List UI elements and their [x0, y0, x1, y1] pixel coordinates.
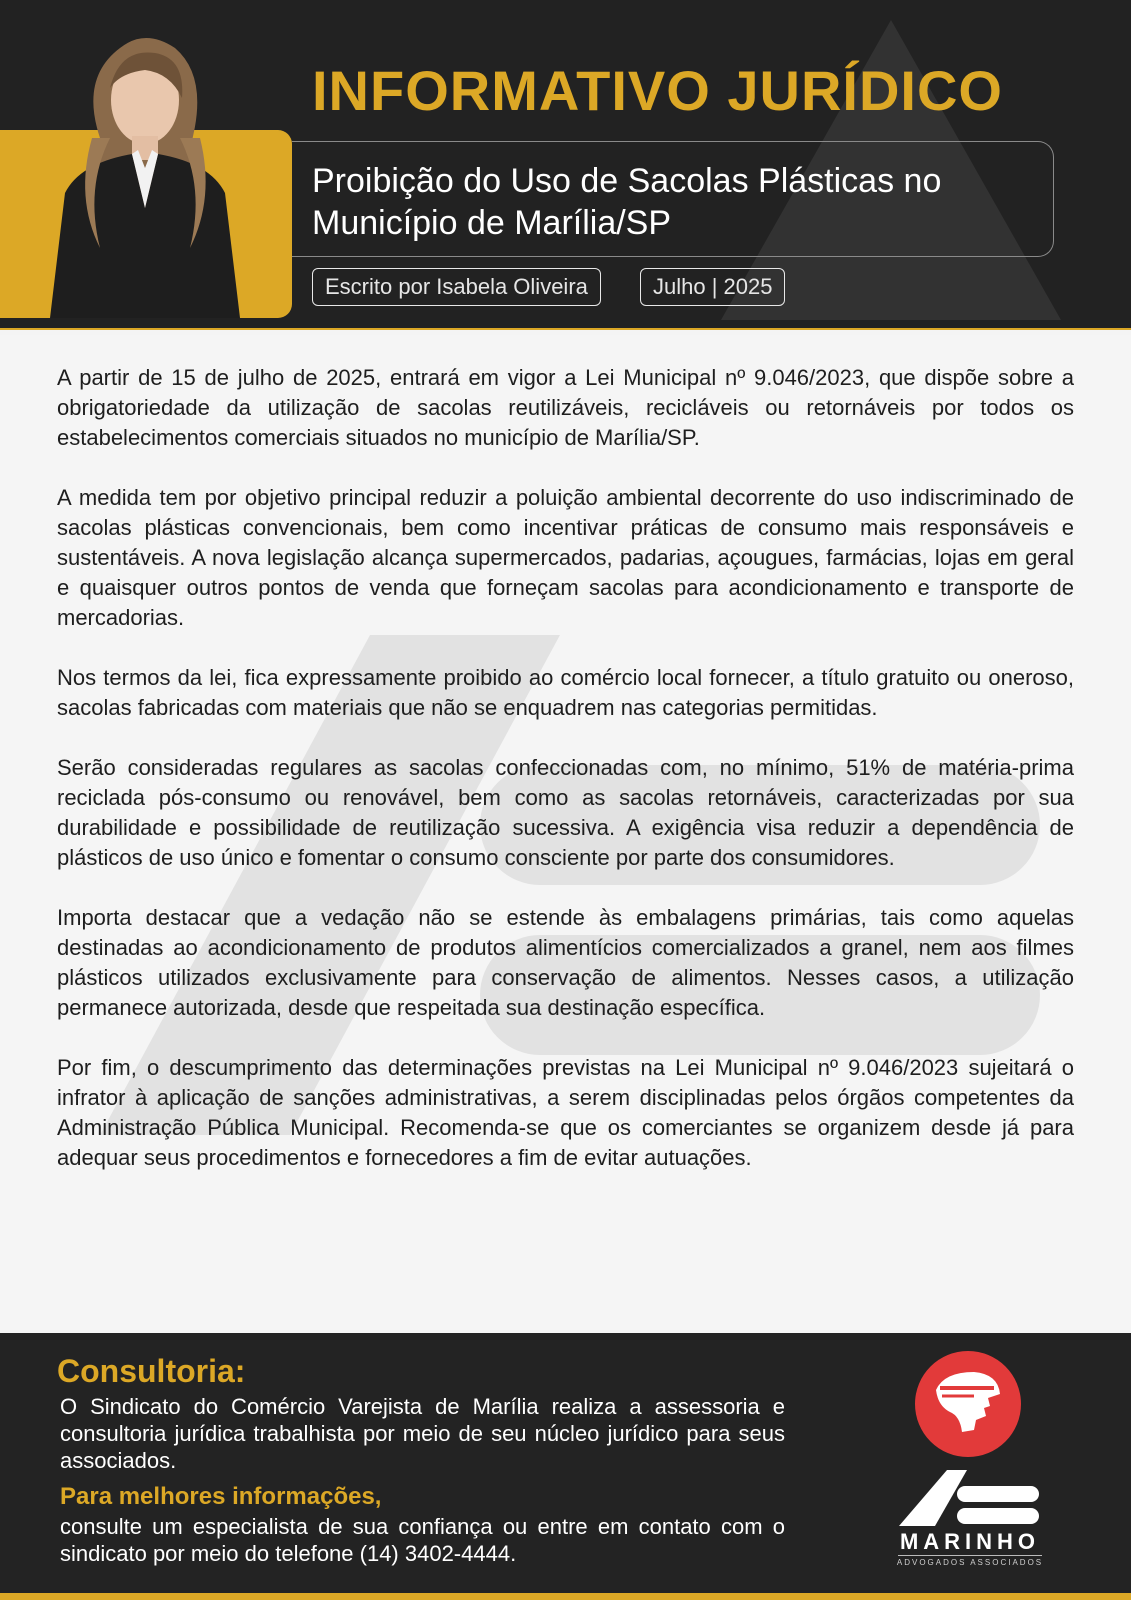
- page-title: INFORMATIVO JURÍDICO: [312, 59, 1003, 122]
- info-heading: Para melhores informações,: [60, 1483, 382, 1510]
- article-paragraph: Por fim, o descumprimento das determinações previstas na Lei Municipal nº 9.046/2023 sujeitará o infrator à aplicação de sanções administrativas, a serem disciplinadas pelos órgãos competentes da Administração Pública Municipal. Recomenda-se que os comerciantes se organizem desde já para adequar seus procedimentos e fornecedores a fim de evitar autuações.: [57, 1055, 1074, 1170]
- article-paragraph: A medida tem por objetivo principal reduzir a poluição ambiental decorrente do uso indiscriminado de sacolas plásticas convencionais, bem como incentivar práticas de consumo mais responsáveis e sustentáveis. A nova legislação alcança supermercados, padarias, açougues, farmácias, lojas em geral e quaisquer outros pontos de venda que forneçam sacolas para acondicionamento e transporte de mercadorias.: [57, 485, 1074, 630]
- consultoria-text: O Sindicato do Comércio Varejista de Marília realiza a assessoria e consultoria jurídica trabalhista por meio de seu núcleo jurídico para seus associados.: [60, 1394, 785, 1473]
- header-divider: [0, 328, 1131, 330]
- article-paragraph: A partir de 15 de julho de 2025, entrará em vigor a Lei Municipal nº 9.046/2023, que dispõe sobre a obrigatoriedade da utilização de sacolas reutilizáveis, recicláveis ou retornáveis por todos os estabelecimentos comerciais situados no município de Marília/SP.: [57, 365, 1074, 450]
- article-paragraph: Nos termos da lei, fica expressamente proibido ao comércio local fornecer, a título gratuito ou oneroso, sacolas fabricadas com materiais que não se enquadrem nas categorias permitidas.: [57, 665, 1074, 720]
- header-banner: [0, 0, 1131, 330]
- contact-text: consulte um especialista de sua confiança ou entre em contato com o sindicato por meio do telefone (14) 3402-4444.: [60, 1514, 785, 1566]
- article-body: [57, 363, 1074, 1203]
- marinho-name: MARINHO: [899, 1529, 1041, 1554]
- footer-divider: [0, 1593, 1131, 1600]
- consultoria-heading: Consultoria:: [57, 1353, 246, 1389]
- article-paragraph: Importa destacar que a vedação não se estende às embalagens primárias, tais como aquelas destinadas ao acondicionamento de produtos alimentícios comercializados a granel, nem aos filmes plásticos utilizados exclusivamente para conservação de alimentos. Nesses casos, a utilização permanece autorizada, desde que respeitada sua destinação específica.: [57, 905, 1074, 1020]
- marinho-logo-icon: [895, 1468, 1045, 1528]
- marinho-subtitle: ADVOGADOS ASSOCIADOS: [896, 1558, 1044, 1567]
- article-subtitle: Proibição do Uso de Sacolas Plásticas no Município de Marília/SP: [312, 162, 942, 242]
- article-paragraph: Serão consideradas regulares as sacolas confeccionadas com, no mínimo, 51% de matéria-prima reciclada pós-consumo ou renovável, bem como as sacolas retornáveis, caracterizadas por sua durabilidade e possibilidade de reutilização sucessiva. A exigência visa reduzir a dependência de plásticos de uso único e fomentar o consumo consciente por parte dos consumidores.: [57, 755, 1074, 870]
- marinho-divider: [898, 1555, 1042, 1556]
- article-section: [0, 335, 1131, 1333]
- author-portrait: [40, 18, 250, 318]
- footer: [0, 1333, 1131, 1593]
- author-tag: Escrito por Isabela Oliveira: [312, 268, 601, 306]
- date-tag: Julho | 2025: [640, 268, 785, 306]
- sincomercio-logo-icon: [914, 1350, 1022, 1458]
